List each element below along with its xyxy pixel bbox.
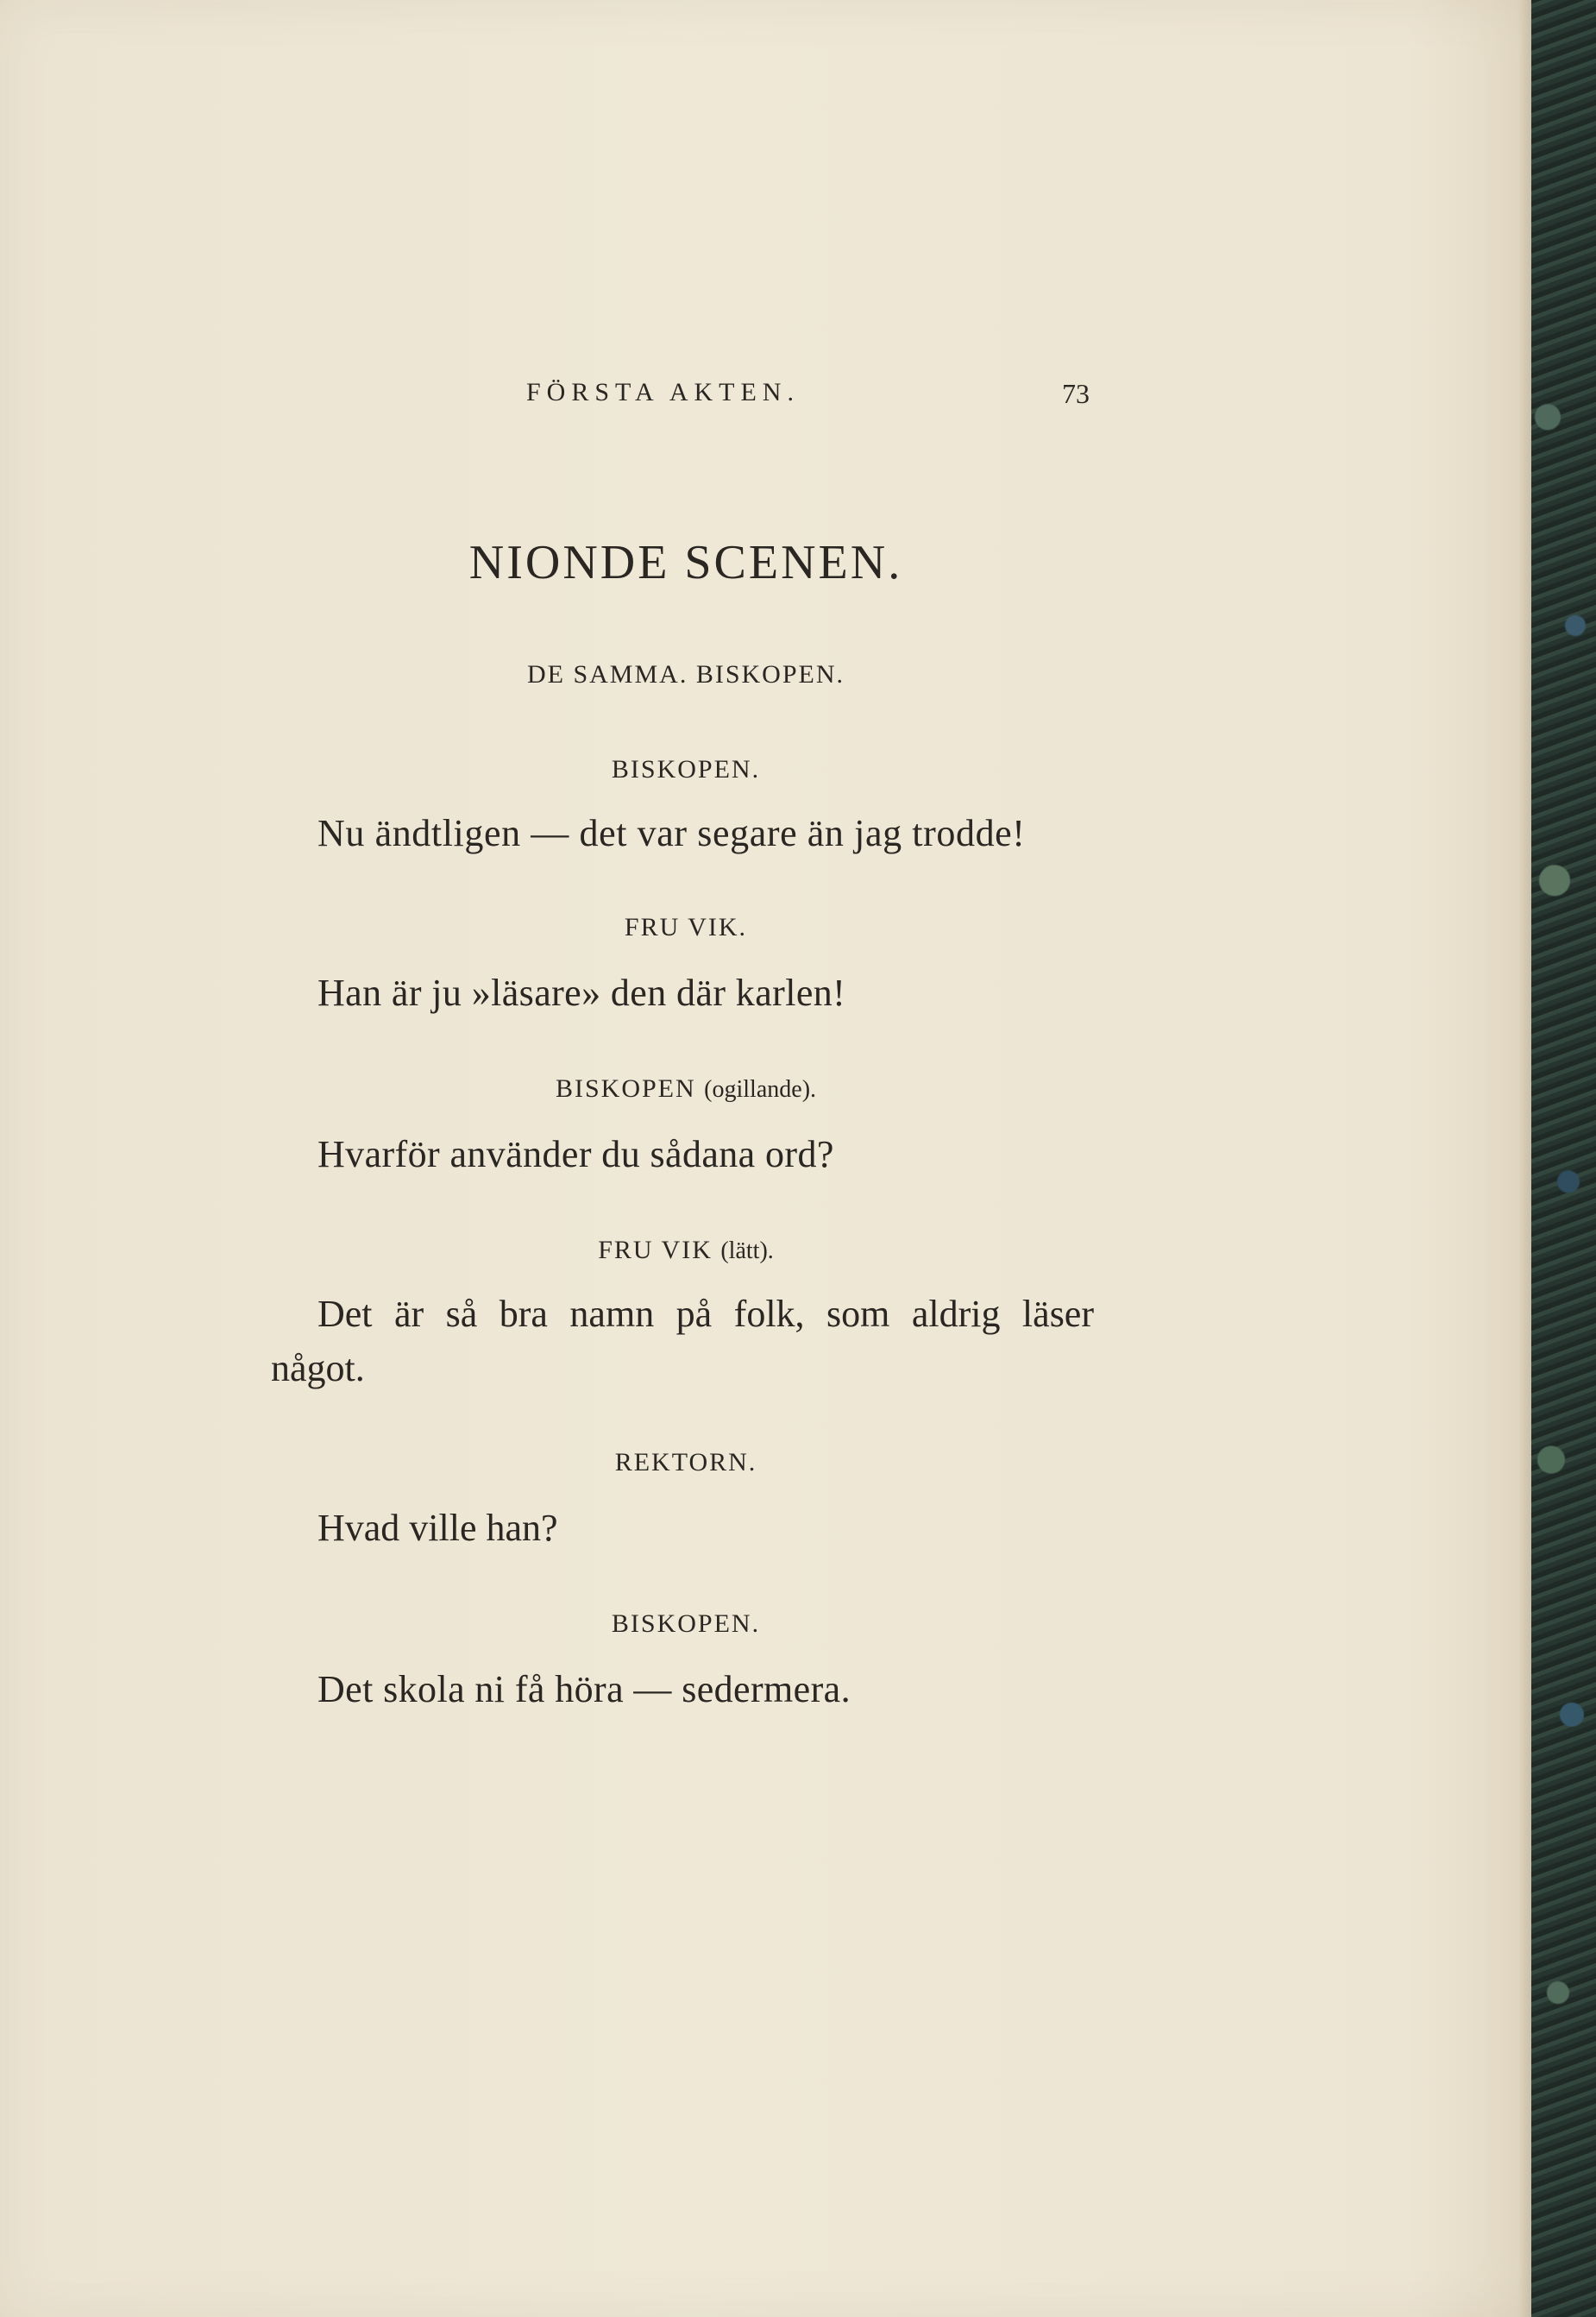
- dialogue-line: Hvad ville han?: [317, 1507, 558, 1549]
- speaker-name: FRU VIK: [598, 1236, 713, 1264]
- speaker-heading: [0, 1448, 1372, 1477]
- page-number: 73: [1062, 378, 1090, 409]
- running-head: FÖRSTA AKTEN.: [526, 378, 800, 406]
- dialogue-line: Nu ändtligen — det var segare än jag trodde!: [317, 812, 1026, 854]
- dialogue-line: Det är så bra namn på folk, som aldrig läser: [317, 1293, 1094, 1335]
- marbled-book-edge: [1527, 0, 1596, 2317]
- dialogue-line: Det skola ni få höra — sedermera.: [317, 1668, 851, 1710]
- stage-direction: (lätt).: [720, 1237, 774, 1264]
- speaker-name: REKTORN.: [614, 1448, 757, 1476]
- speaker-name: BISKOPEN.: [611, 1609, 761, 1638]
- speaker-heading: [0, 755, 1372, 784]
- scene-title: NIONDE SCENEN.: [468, 536, 903, 589]
- speaker-name: BISKOPEN: [555, 1074, 696, 1103]
- cast-list: DE SAMMA. BISKOPEN.: [526, 660, 845, 689]
- speaker-name: FRU VIK.: [624, 913, 748, 941]
- dialogue-line-continuation: något.: [271, 1347, 365, 1389]
- dialogue-line: Han är ju »läsare» den där karlen!: [317, 972, 846, 1014]
- stage-direction: (ogillande).: [704, 1076, 817, 1103]
- speaker-heading: [0, 913, 1372, 942]
- page-shadow-edge: [1518, 0, 1531, 2317]
- speaker-heading: [0, 1236, 1372, 1265]
- speaker-name: BISKOPEN.: [611, 755, 761, 784]
- speaker-heading: [0, 1609, 1372, 1639]
- speaker-heading: [0, 1074, 1372, 1104]
- dialogue-line: Hvarför använder du sådana ord?: [317, 1133, 834, 1175]
